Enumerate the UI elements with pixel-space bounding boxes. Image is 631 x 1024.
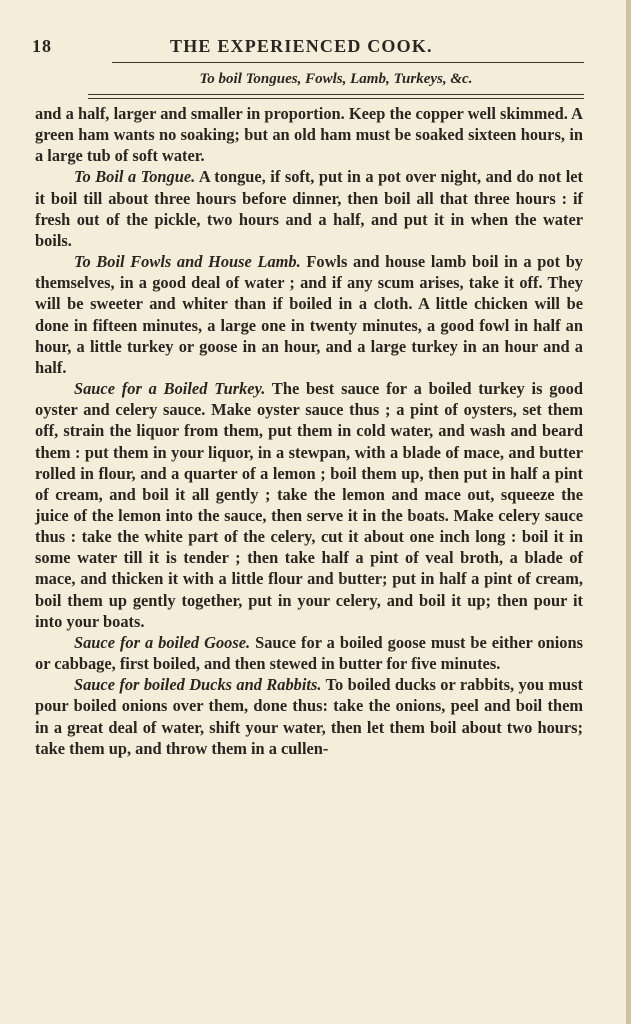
tongue-recipe-title: To Boil a Tongue. bbox=[74, 167, 196, 187]
running-head bbox=[32, 34, 580, 58]
turkey-sauce-title: Sauce for a Boiled Turkey. bbox=[74, 379, 266, 399]
section-heading: To boil Tongues, Fowls, Lamb, Turkeys, &c. bbox=[199, 71, 473, 87]
goose-sauce-recipe bbox=[35, 632, 583, 674]
goose-sauce-title: Sauce for a boiled Goose. bbox=[74, 632, 251, 652]
ducks-sauce-recipe bbox=[35, 674, 583, 759]
goose-sauce-text: Sauce for a boiled goose must be either onions or cabbage, first boiled, and then stewed in butter for five minutes. bbox=[35, 632, 583, 674]
section-double-rule bbox=[88, 94, 584, 99]
ducks-sauce-text: To boiled ducks or rabbits, you must pour boiled onions over them, done thus: take the onions, peel and boil them in a great deal of water, shift your water, then let them boil about two hours; take them up, and throw them in a cullen- bbox=[35, 675, 583, 758]
recipe-text bbox=[35, 103, 583, 998]
ducks-sauce-title: Sauce for boiled Ducks and Rabbits. bbox=[74, 675, 322, 695]
header-rule bbox=[112, 62, 584, 63]
intro-paragraph-text: and a half, larger and smaller in proportion. Keep the copper well skimmed. A green ham wants no soaking; but an old ham must be soaked sixteen hours, in a large tub of soft water. bbox=[35, 104, 583, 166]
page-number: 18 bbox=[32, 36, 52, 56]
turkey-sauce-text: The best sauce for a boiled turkey is good oyster and celery sauce. Make oyster sauce thus ; a pint of oysters, set them off, strain the liquor from them, put them in cold water, and wash and beard them : put them in your liquor, in a stewpan, with a blade of mace, and butter rolled in flour, and a quarter of a lemon ; boil them up, then put in half a pint of cream, and boil it all gently ; take the lemon and mace out, squeeze the juice of the lemon into the sauce, then serve it in the boats. Make celery sauce thus : take the white part of the celery, cut it about one inch long : boil it in some water till it is tender ; then take half a pint of veal broth, a blade of mace, and thicken it with a little flour and butter; put in half a pint of cream, boil them up gently together, put in your celery, and boil it up; then pour it into your boats. bbox=[35, 379, 583, 631]
running-title: THE EXPERIENCED COOK. bbox=[170, 36, 433, 56]
tongue-recipe bbox=[35, 166, 583, 251]
intro-paragraph bbox=[35, 103, 583, 166]
fowls-recipe bbox=[35, 251, 583, 378]
tongue-recipe-text: A tongue, if soft, put in a pot over night, and do not let it boil till about three hours before dinner, then boil all that three hours : if fresh out of the pickle, two hours and a half, and put it in when the water boils. bbox=[35, 167, 583, 250]
fowls-recipe-text: Fowls and house lamb boil in a pot by themselves, in a good deal of water ; and if any scum arises, take it off. They will be sweeter and whiter than if boiled in a cloth. A little chicken will be done in fifteen minutes, a large one in twenty minutes, a good fowl in half an hour, a little turkey or goose in an hour, and a large turkey in an hour and a half. bbox=[35, 252, 584, 377]
fowls-recipe-title: To Boil Fowls and House Lamb. bbox=[74, 252, 301, 272]
page-edge bbox=[626, 0, 631, 1024]
turkey-sauce-recipe bbox=[35, 378, 583, 632]
